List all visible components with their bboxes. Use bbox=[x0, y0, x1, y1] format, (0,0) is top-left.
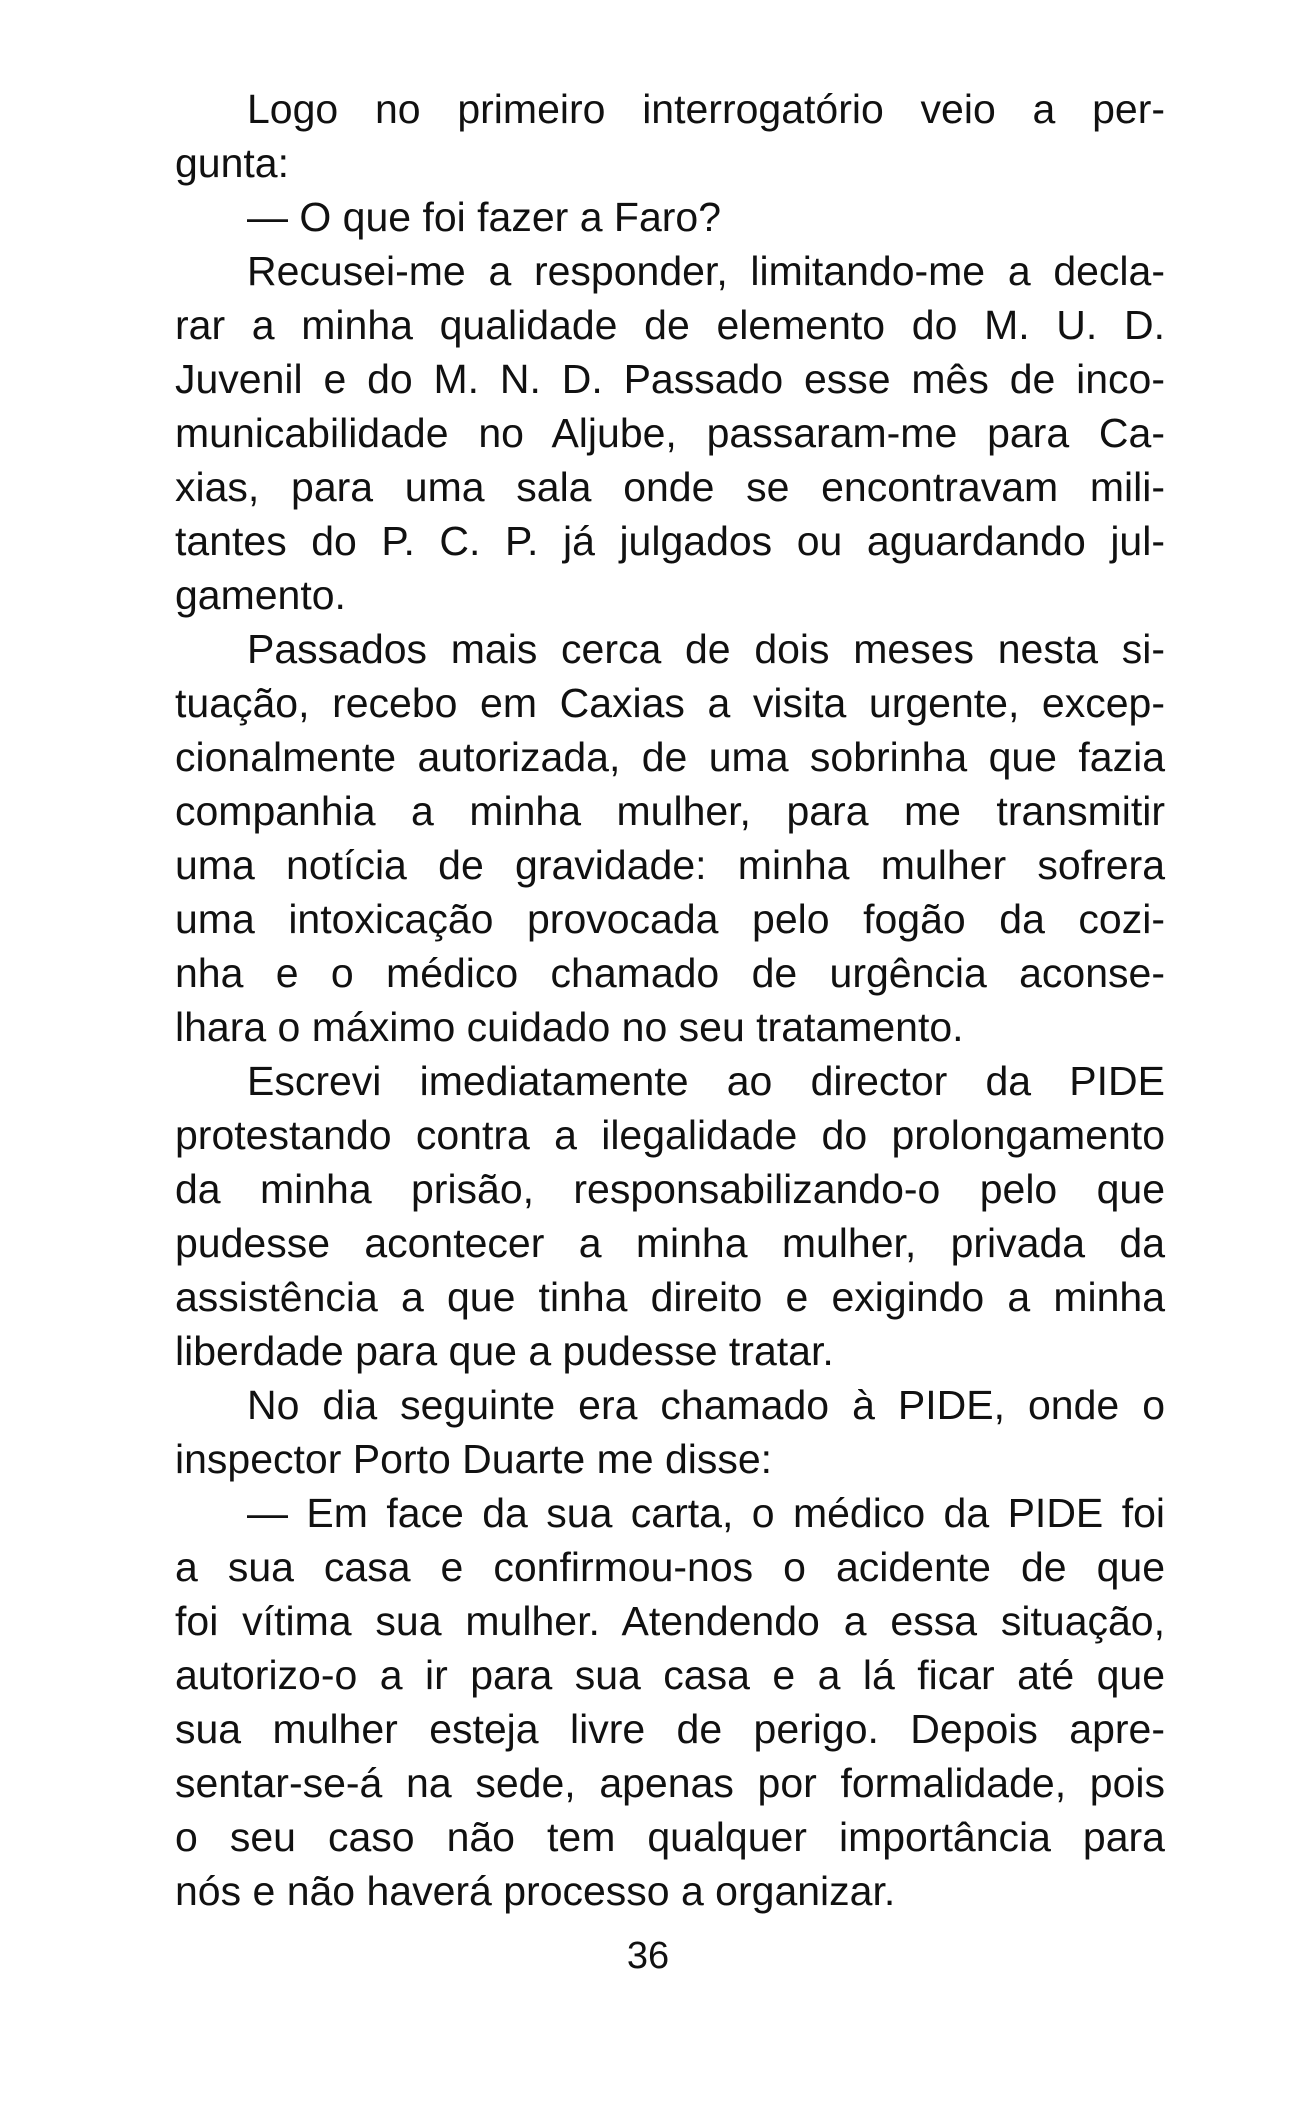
text-line: lhara o máximo cuidado no seu tratamento. bbox=[175, 1004, 964, 1050]
text-line: o seu caso não tem qualquer importância para bbox=[175, 1814, 1165, 1860]
text-line: sua mulher esteja livre de perigo. Depois apre- bbox=[175, 1706, 1165, 1752]
text-line: tuação, recebo em Caxias a visita urgente, excep- bbox=[175, 680, 1165, 726]
text-line: Recusei-me a responder, limitando-me a decla- bbox=[247, 248, 1165, 294]
text-line: xias, para uma sala onde se encontravam mili- bbox=[175, 464, 1165, 510]
paragraph bbox=[175, 190, 1165, 244]
paragraph bbox=[175, 82, 1165, 190]
paragraph bbox=[175, 244, 1165, 622]
paragraph bbox=[175, 1054, 1165, 1378]
dialogue-line: — O que foi fazer a Faro? bbox=[247, 194, 722, 240]
text-line: nós e não haverá processo a organizar. bbox=[175, 1868, 896, 1914]
text-line: a sua casa e confirmou-nos o acidente de que bbox=[175, 1544, 1165, 1590]
text-line: pudesse acontecer a minha mulher, privada da bbox=[175, 1220, 1165, 1266]
text-line: foi vítima sua mulher. Atendendo a essa situação, bbox=[175, 1598, 1165, 1644]
dialogue-line: — Em face da sua carta, o médico da PIDE foi bbox=[247, 1490, 1165, 1536]
text-line: municabilidade no Aljube, passaram-me para Ca- bbox=[175, 410, 1165, 456]
text-line: Logo no primeiro interrogatório veio a per- bbox=[247, 86, 1165, 132]
paragraph bbox=[175, 1378, 1165, 1486]
text-line: Passados mais cerca de dois meses nesta si- bbox=[247, 626, 1165, 672]
text-line: companhia a minha mulher, para me transmitir bbox=[175, 788, 1165, 834]
text-line: autorizo-o a ir para sua casa e a lá ficar até que bbox=[175, 1652, 1165, 1698]
text-line: inspector Porto Duarte me disse: bbox=[175, 1436, 773, 1482]
page-number: 36 bbox=[626, 1935, 670, 1977]
text-line: da minha prisão, responsabilizando-o pelo que bbox=[175, 1166, 1165, 1212]
paragraph bbox=[175, 1486, 1165, 1918]
text-line: sentar-se-á na sede, apenas por formalidade, pois bbox=[175, 1760, 1165, 1806]
body-text bbox=[175, 82, 1165, 1918]
text-line: protestando contra a ilegalidade do prolongamento bbox=[175, 1112, 1165, 1158]
text-line: No dia seguinte era chamado à PIDE, onde o bbox=[247, 1382, 1165, 1428]
text-line: Juvenil e do M. N. D. Passado esse mês de inco- bbox=[175, 356, 1165, 402]
text-line: rar a minha qualidade de elemento do M. U. D. bbox=[175, 302, 1165, 348]
text-line: liberdade para que a pudesse tratar. bbox=[175, 1328, 834, 1374]
text-line: Escrevi imediatamente ao director da PIDE bbox=[247, 1058, 1165, 1104]
text-line: uma intoxicação provocada pelo fogão da cozi- bbox=[175, 896, 1165, 942]
text-line: assistência a que tinha direito e exigindo a minha bbox=[175, 1274, 1165, 1320]
text-line: cionalmente autorizada, de uma sobrinha que fazia bbox=[175, 734, 1165, 780]
text-line: gunta: bbox=[175, 140, 289, 186]
text-line: nha e o médico chamado de urgência aconse- bbox=[175, 950, 1165, 996]
text-line: uma notícia de gravidade: minha mulher sofrera bbox=[175, 842, 1165, 888]
text-line: gamento. bbox=[175, 572, 346, 618]
text-line: tantes do P. C. P. já julgados ou aguardando jul- bbox=[175, 518, 1165, 564]
paragraph bbox=[175, 622, 1165, 1054]
